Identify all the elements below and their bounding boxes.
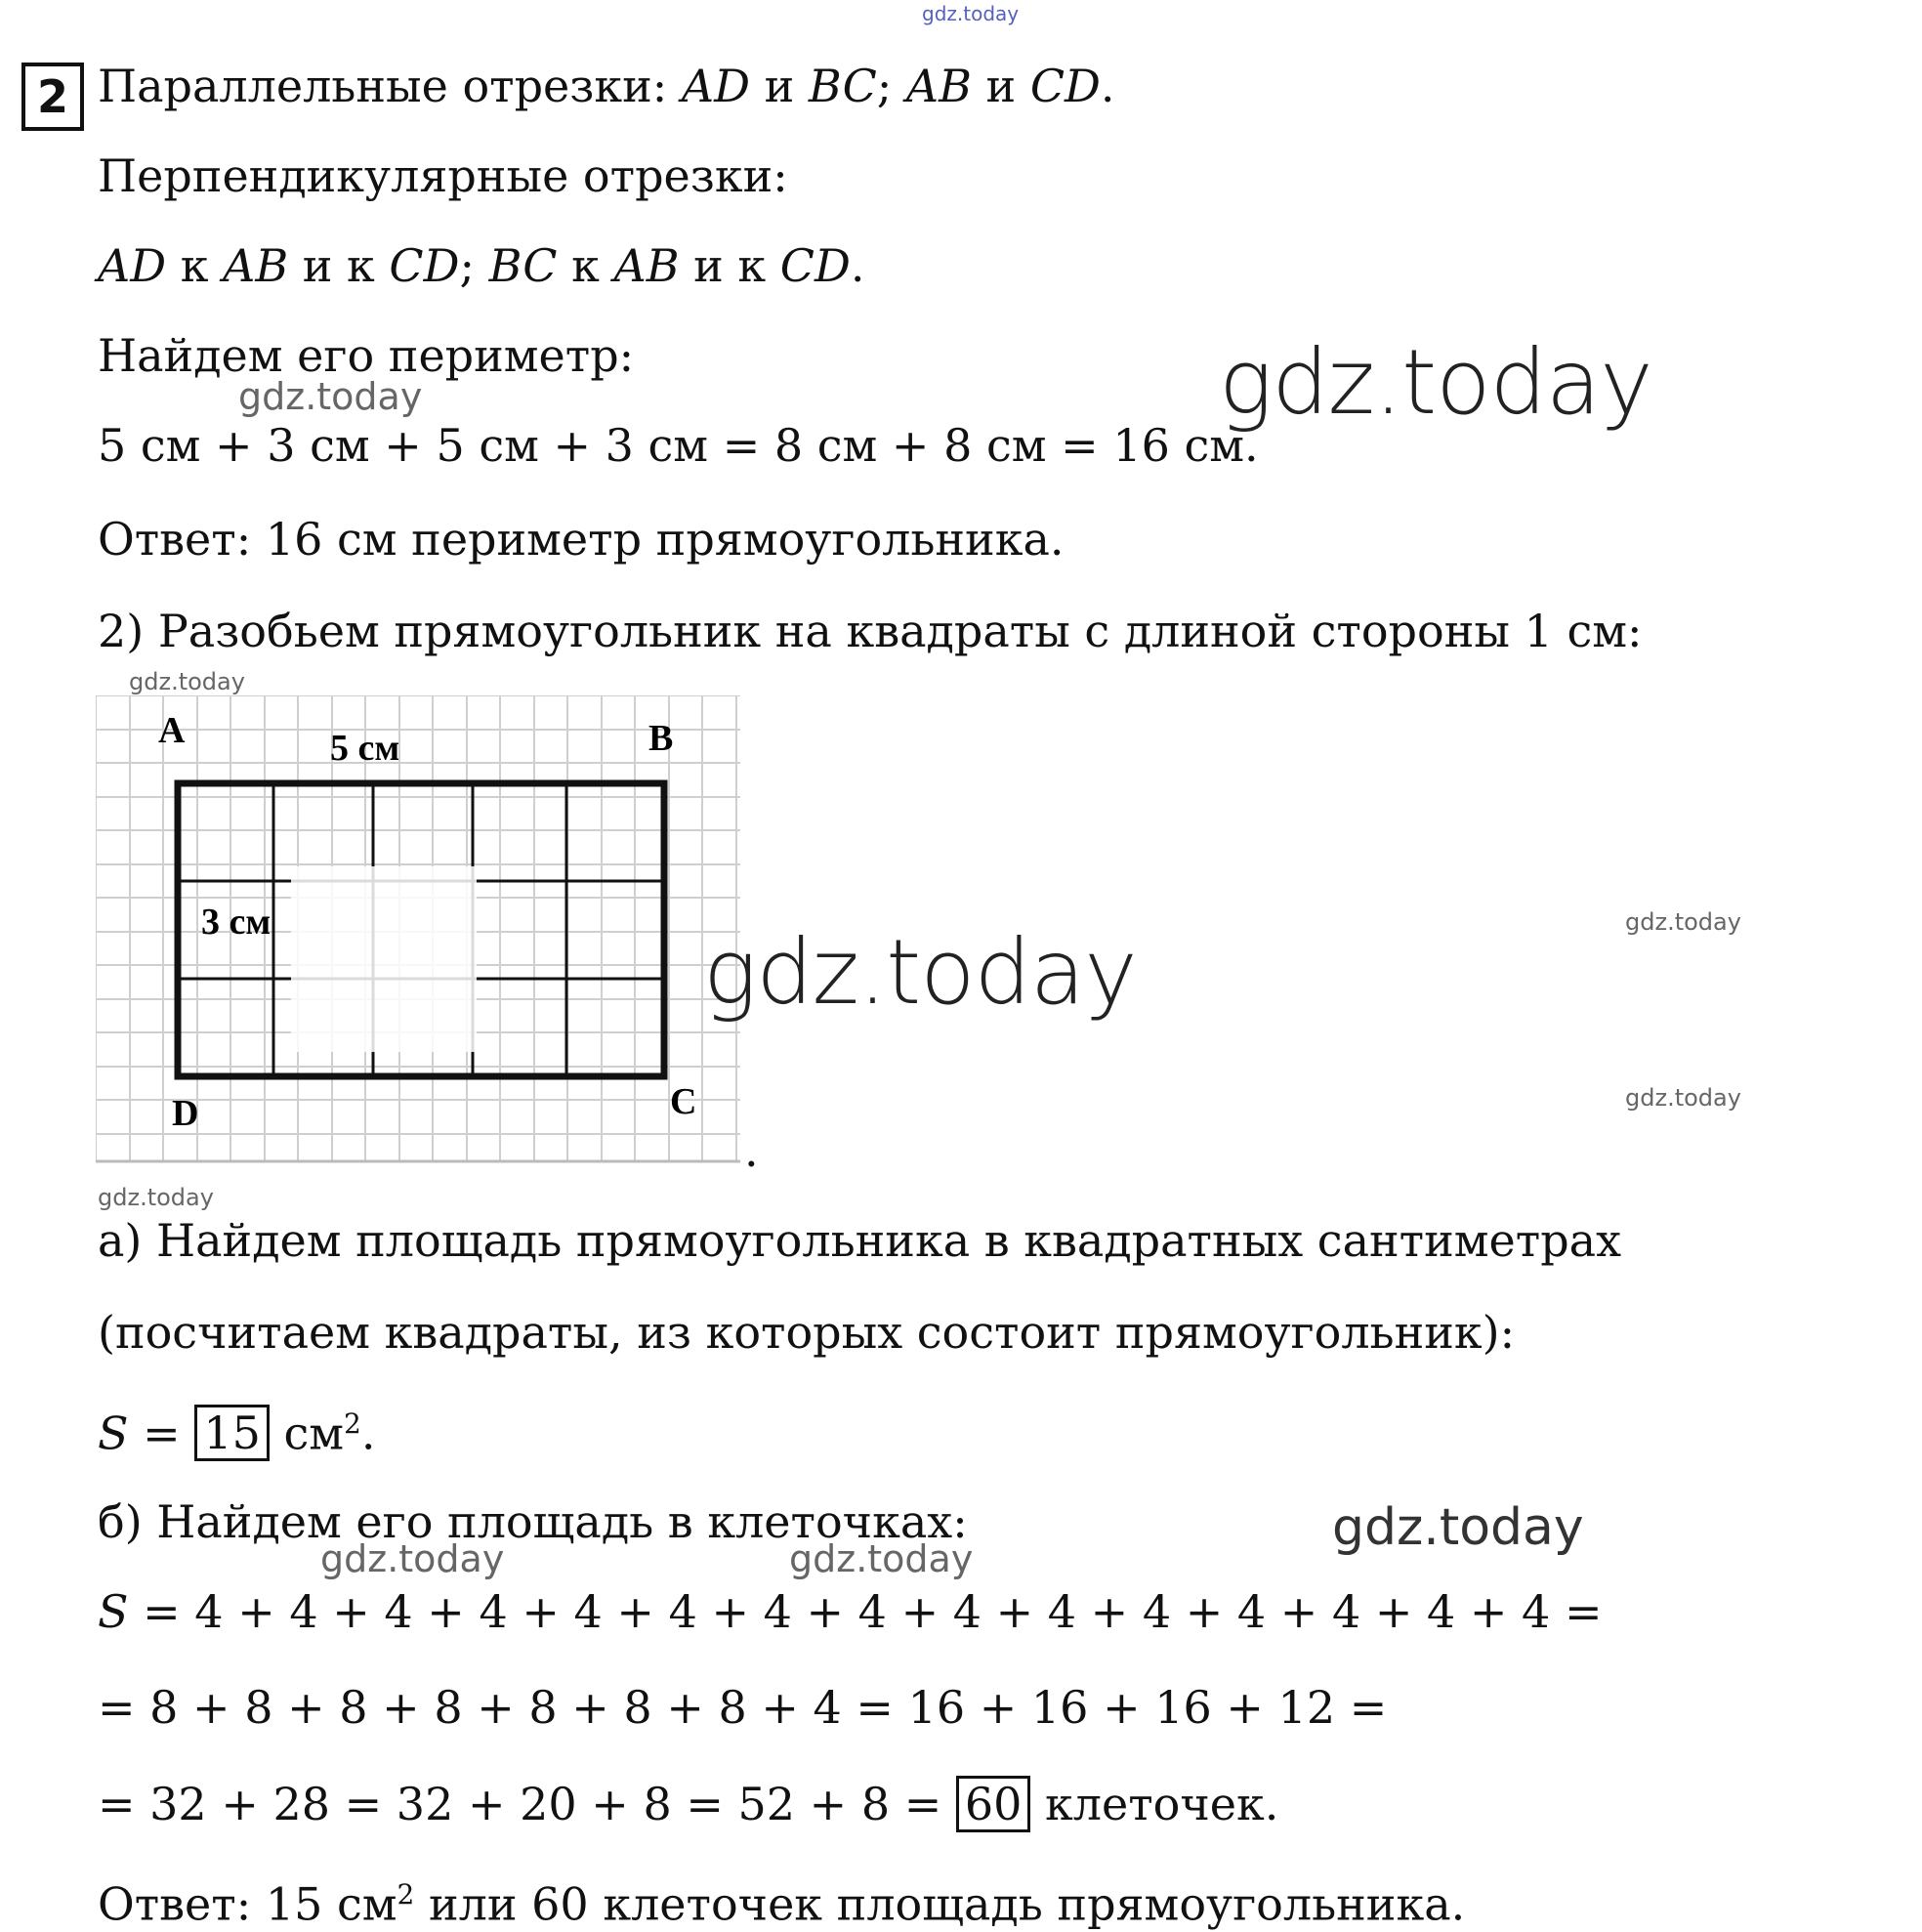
exponent: 2 [397, 1878, 415, 1911]
task-number-box: 2 [21, 63, 84, 131]
watermark-small-3: gdz.today [789, 1537, 974, 1580]
word-k: к [166, 239, 224, 292]
watermark-big-2: gdz.today [703, 920, 1137, 1025]
word-and-k: и к [288, 239, 390, 292]
seg-cd: CD [779, 239, 851, 292]
seg-bc: BC [808, 60, 877, 112]
watermark-tiny-2: gdz.today [1625, 908, 1741, 936]
seg-ad: AD [98, 239, 167, 292]
line-final-answer [98, 1868, 1465, 1931]
sum-expression: = 4 + 4 + 4 + 4 + 4 + 4 + 4 + 4 + 4 + 4 + 4 + 4 + 4 + 4 + 4 = [128, 1585, 1603, 1638]
unit-cm: см [269, 1407, 345, 1460]
separator: ; [876, 60, 906, 112]
seg-bc: BC [488, 239, 558, 292]
watermark-tiny-3: gdz.today [1625, 1084, 1741, 1112]
line-cells-sum [98, 1584, 1603, 1639]
label-c: C [670, 1081, 697, 1122]
line-cells-heading: б) Найдем его площадь в клеточках: [98, 1495, 968, 1548]
watermark-small-2: gdz.today [320, 1537, 505, 1580]
answer-part-a: Ответ: 15 см [98, 1877, 397, 1931]
label-left-side: 3 см [201, 902, 272, 943]
area-answer-box: 15 [194, 1405, 270, 1461]
line-perpendicular-label: Перпендикулярные отрезки: [98, 149, 788, 202]
symbol-s: S [98, 1407, 129, 1460]
separator: ; [459, 239, 489, 292]
exponent: 2 [344, 1407, 361, 1440]
seg-ad: AD [681, 60, 750, 112]
period: . [1100, 60, 1115, 112]
line-split-heading: 2) Разобьем прямоугольник на квадраты с длиной стороны 1 см: [98, 605, 1643, 657]
line-perpendicular-list [98, 238, 865, 293]
grid-figure [96, 695, 760, 1174]
seg-ab: AB [223, 239, 289, 292]
watermark-big-1: gdz.today [1219, 330, 1652, 435]
watermark-tiny-4: gdz.today [98, 1184, 214, 1211]
period: . [360, 1407, 376, 1460]
seg-cd: CD [389, 239, 460, 292]
symbol-s: S [98, 1585, 129, 1638]
line-perimeter-calc: 5 см + 3 см + 5 см + 3 см = 8 см + 8 см = 16 см. [98, 419, 1259, 472]
cells-word: клеточек. [1030, 1778, 1279, 1830]
label-d: D [172, 1093, 199, 1134]
line-cells-grouping: = 8 + 8 + 8 + 8 + 8 + 8 + 8 + 4 = 16 + 16 + 16 + 12 = [98, 1681, 1388, 1734]
figure-period: . [744, 1124, 759, 1177]
parallel-label: Параллельные отрезки: [98, 60, 682, 112]
watermark-medium-1: gdz.today [1332, 1498, 1584, 1557]
answer-part-b: или 60 клеточек площадь прямоугольника. [414, 1877, 1466, 1931]
label-top-side: 5 см [330, 728, 400, 769]
seg-cd: CD [1029, 60, 1101, 112]
watermark-top: gdz.today [922, 2, 1020, 25]
line-perimeter-answer: Ответ: 16 см периметр прямоугольника. [98, 513, 1065, 566]
line-parallel [98, 59, 1115, 113]
word-and-k: и к [679, 239, 780, 292]
line-perimeter-heading: Найдем его периметр: [98, 329, 635, 382]
cells-answer-box: 60 [956, 1776, 1031, 1832]
erased-area [291, 866, 477, 1052]
seg-ab: AB [613, 239, 680, 292]
word-k: к [557, 239, 614, 292]
line-area-result [98, 1397, 375, 1461]
watermark-small-1: gdz.today [238, 375, 423, 418]
word-and: и [750, 60, 809, 112]
cells-calc: = 32 + 28 = 32 + 20 + 8 = 52 + 8 = [98, 1778, 956, 1830]
line-area-heading: а) Найдем площадь прямоугольника в квадратных сантиметрах [98, 1214, 1622, 1267]
seg-ab: AB [905, 60, 972, 112]
line-area-note: (посчитаем квадраты, из которых состоит прямоугольник): [98, 1306, 1516, 1359]
line-cells-result [98, 1776, 1278, 1832]
watermark-tiny-1: gdz.today [129, 668, 245, 695]
label-b: B [648, 718, 674, 759]
equals: = [128, 1407, 195, 1460]
label-a: A [158, 710, 186, 751]
word-and: и [971, 60, 1030, 112]
period: . [850, 239, 865, 292]
